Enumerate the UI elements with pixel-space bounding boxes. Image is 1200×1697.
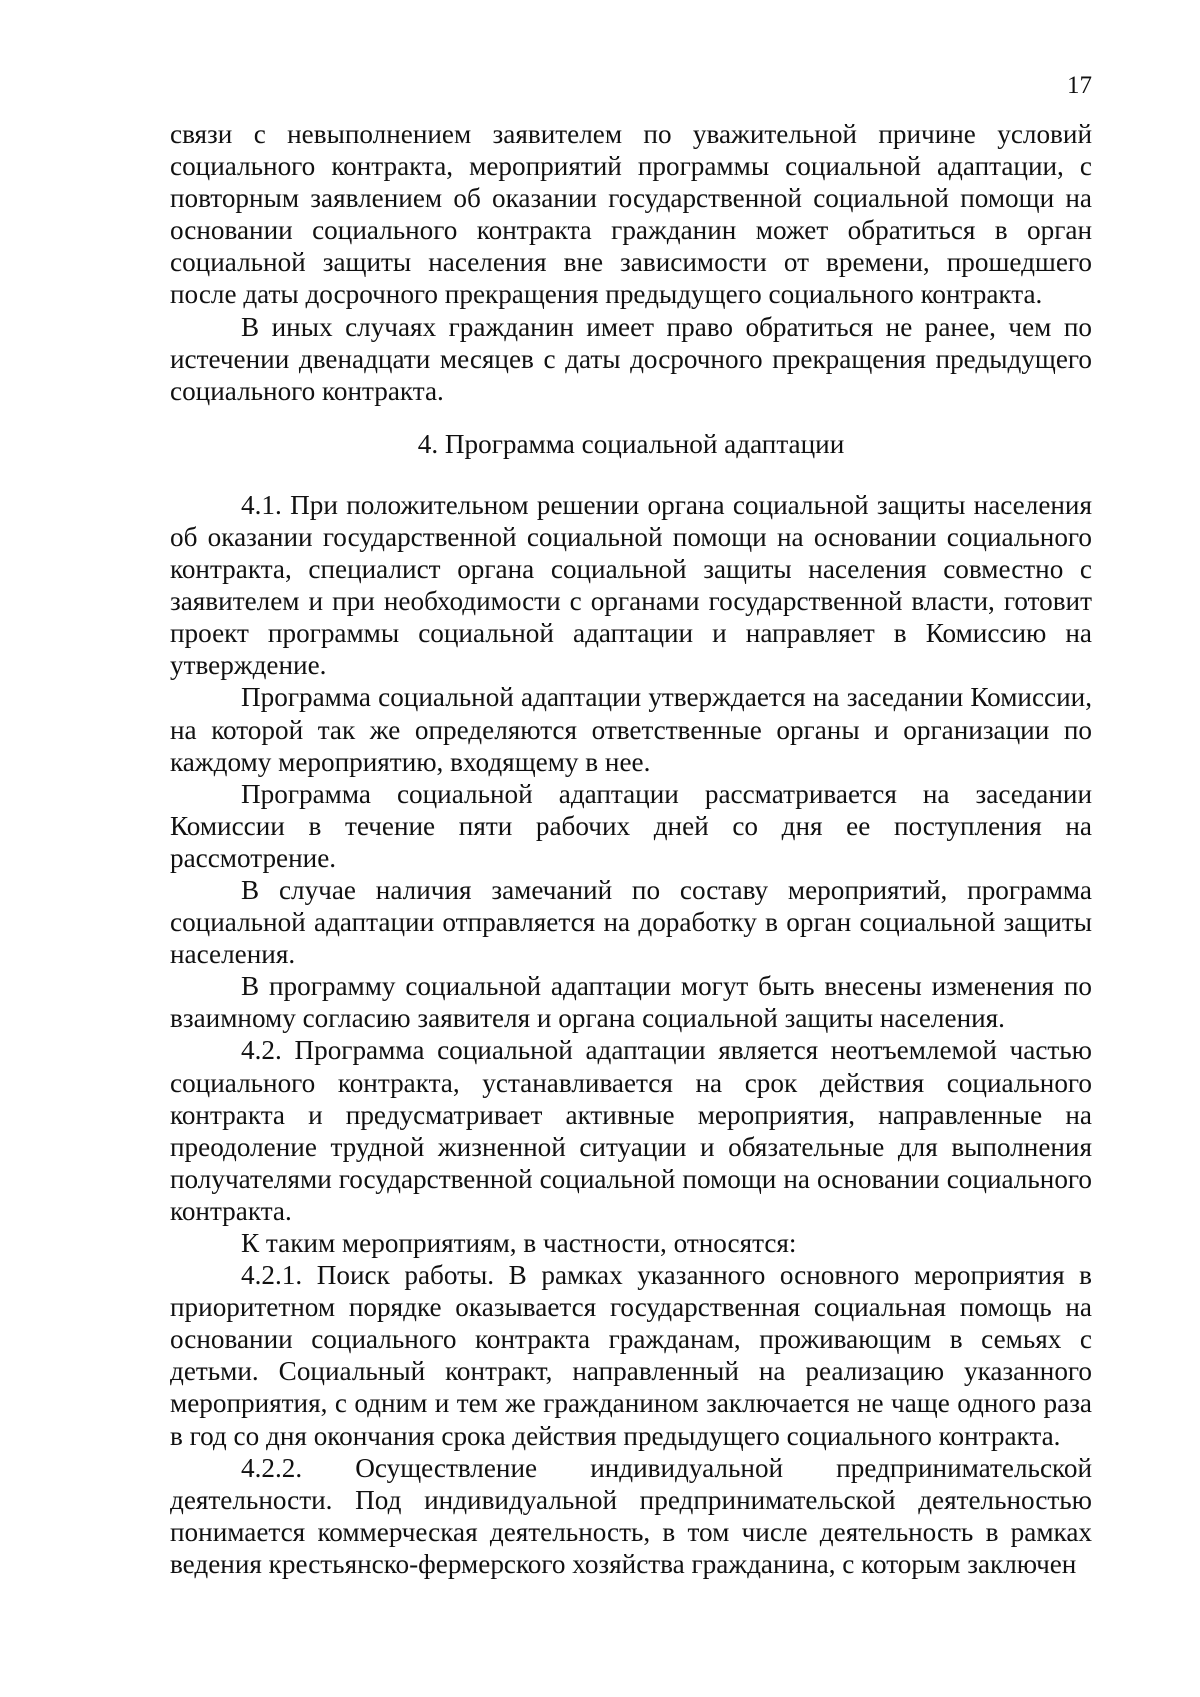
paragraph-remarks: В случае наличия замечаний по составу мероприятий, программа социальной адаптации отправляется на доработку в орган социальной защиты населения.	[170, 874, 1092, 970]
paragraph-4-2-1: 4.2.1. Поиск работы. В рамках указанного основного мероприятия в приоритетном порядке оказывается государственная социальная помощь на основании социального контракта гражданам, проживающим в семьях с детьми. Социальный контракт, направленный на реализацию указанного мероприятия, с одним и тем же гражданином заключается не чаще одного раза в год со дня окончания срока действия предыдущего социального контракта.	[170, 1260, 1092, 1451]
paragraph-other-cases: В иных случаях гражданин имеет право обратиться не ранее, чем по истечении двенадцати месяцев с даты досрочного прекращения предыдущего социального контракта.	[170, 311, 1092, 406]
paragraph-4-2-2: 4.2.2. Осуществление индивидуальной предпринимательской деятельности. Под индивидуальной предпринимательской деятельностью понимается коммерческая деятельность, в том числе деятельность в рамках ведения крестьянско-фермерского хозяйства гражданина, с которым заключен	[170, 1452, 1092, 1579]
paragraph-4-2: 4.2. Программа социальной адаптации является неотъемлемой частью социального контракта, устанавливается на срок действия социального контракта и предусматривает активные мероприятия, направленные на преодоление трудной жизненной ситуации и обязательные для выполнения получателями государственной социальной помощи на основании социального контракта.	[170, 1035, 1092, 1226]
document-body	[170, 118, 1092, 1580]
section-heading: 4. Программа социальной адаптации	[417, 428, 845, 459]
paragraph-continuation: связи с невыполнением заявителем по уважительной причине условий социального контракта, мероприятий программы социальной адаптации, с повторным заявлением об оказании государственной социальной помощи на основании социального контракта гражданин может обратиться в орган социальной защиты населения вне зависимости от времени, прошедшего после даты досрочного прекращения предыдущего социального контракта.	[170, 119, 1092, 310]
paragraph-4-1: 4.1. При положительном решении органа социальной защиты населения об оказании государственной социальной помощи на основании социального контракта, специалист органа социальной защиты населения совместно с заявителем и при необходимости с органами государственной власти, готовит проект программы социальной адаптации и направляет в Комиссию на утверждение.	[170, 489, 1092, 681]
paragraph-activities-intro: К таким мероприятиям, в частности, относятся:	[241, 1228, 797, 1258]
paragraph-changes: В программу социальной адаптации могут быть внесены изменения по взаимному согласию заявителя и органа социальной защиты населения.	[170, 971, 1092, 1034]
paragraph-review-period: Программа социальной адаптации рассматривается на заседании Комиссии в течение пяти рабочих дней со дня ее поступления на рассмотрение.	[170, 778, 1092, 873]
paragraph-approval: Программа социальной адаптации утверждается на заседании Комиссии, на которой так же определяются ответственные органы и организации по каждому мероприятию, входящему в нее.	[170, 682, 1092, 777]
page-number: 17	[1067, 72, 1092, 99]
